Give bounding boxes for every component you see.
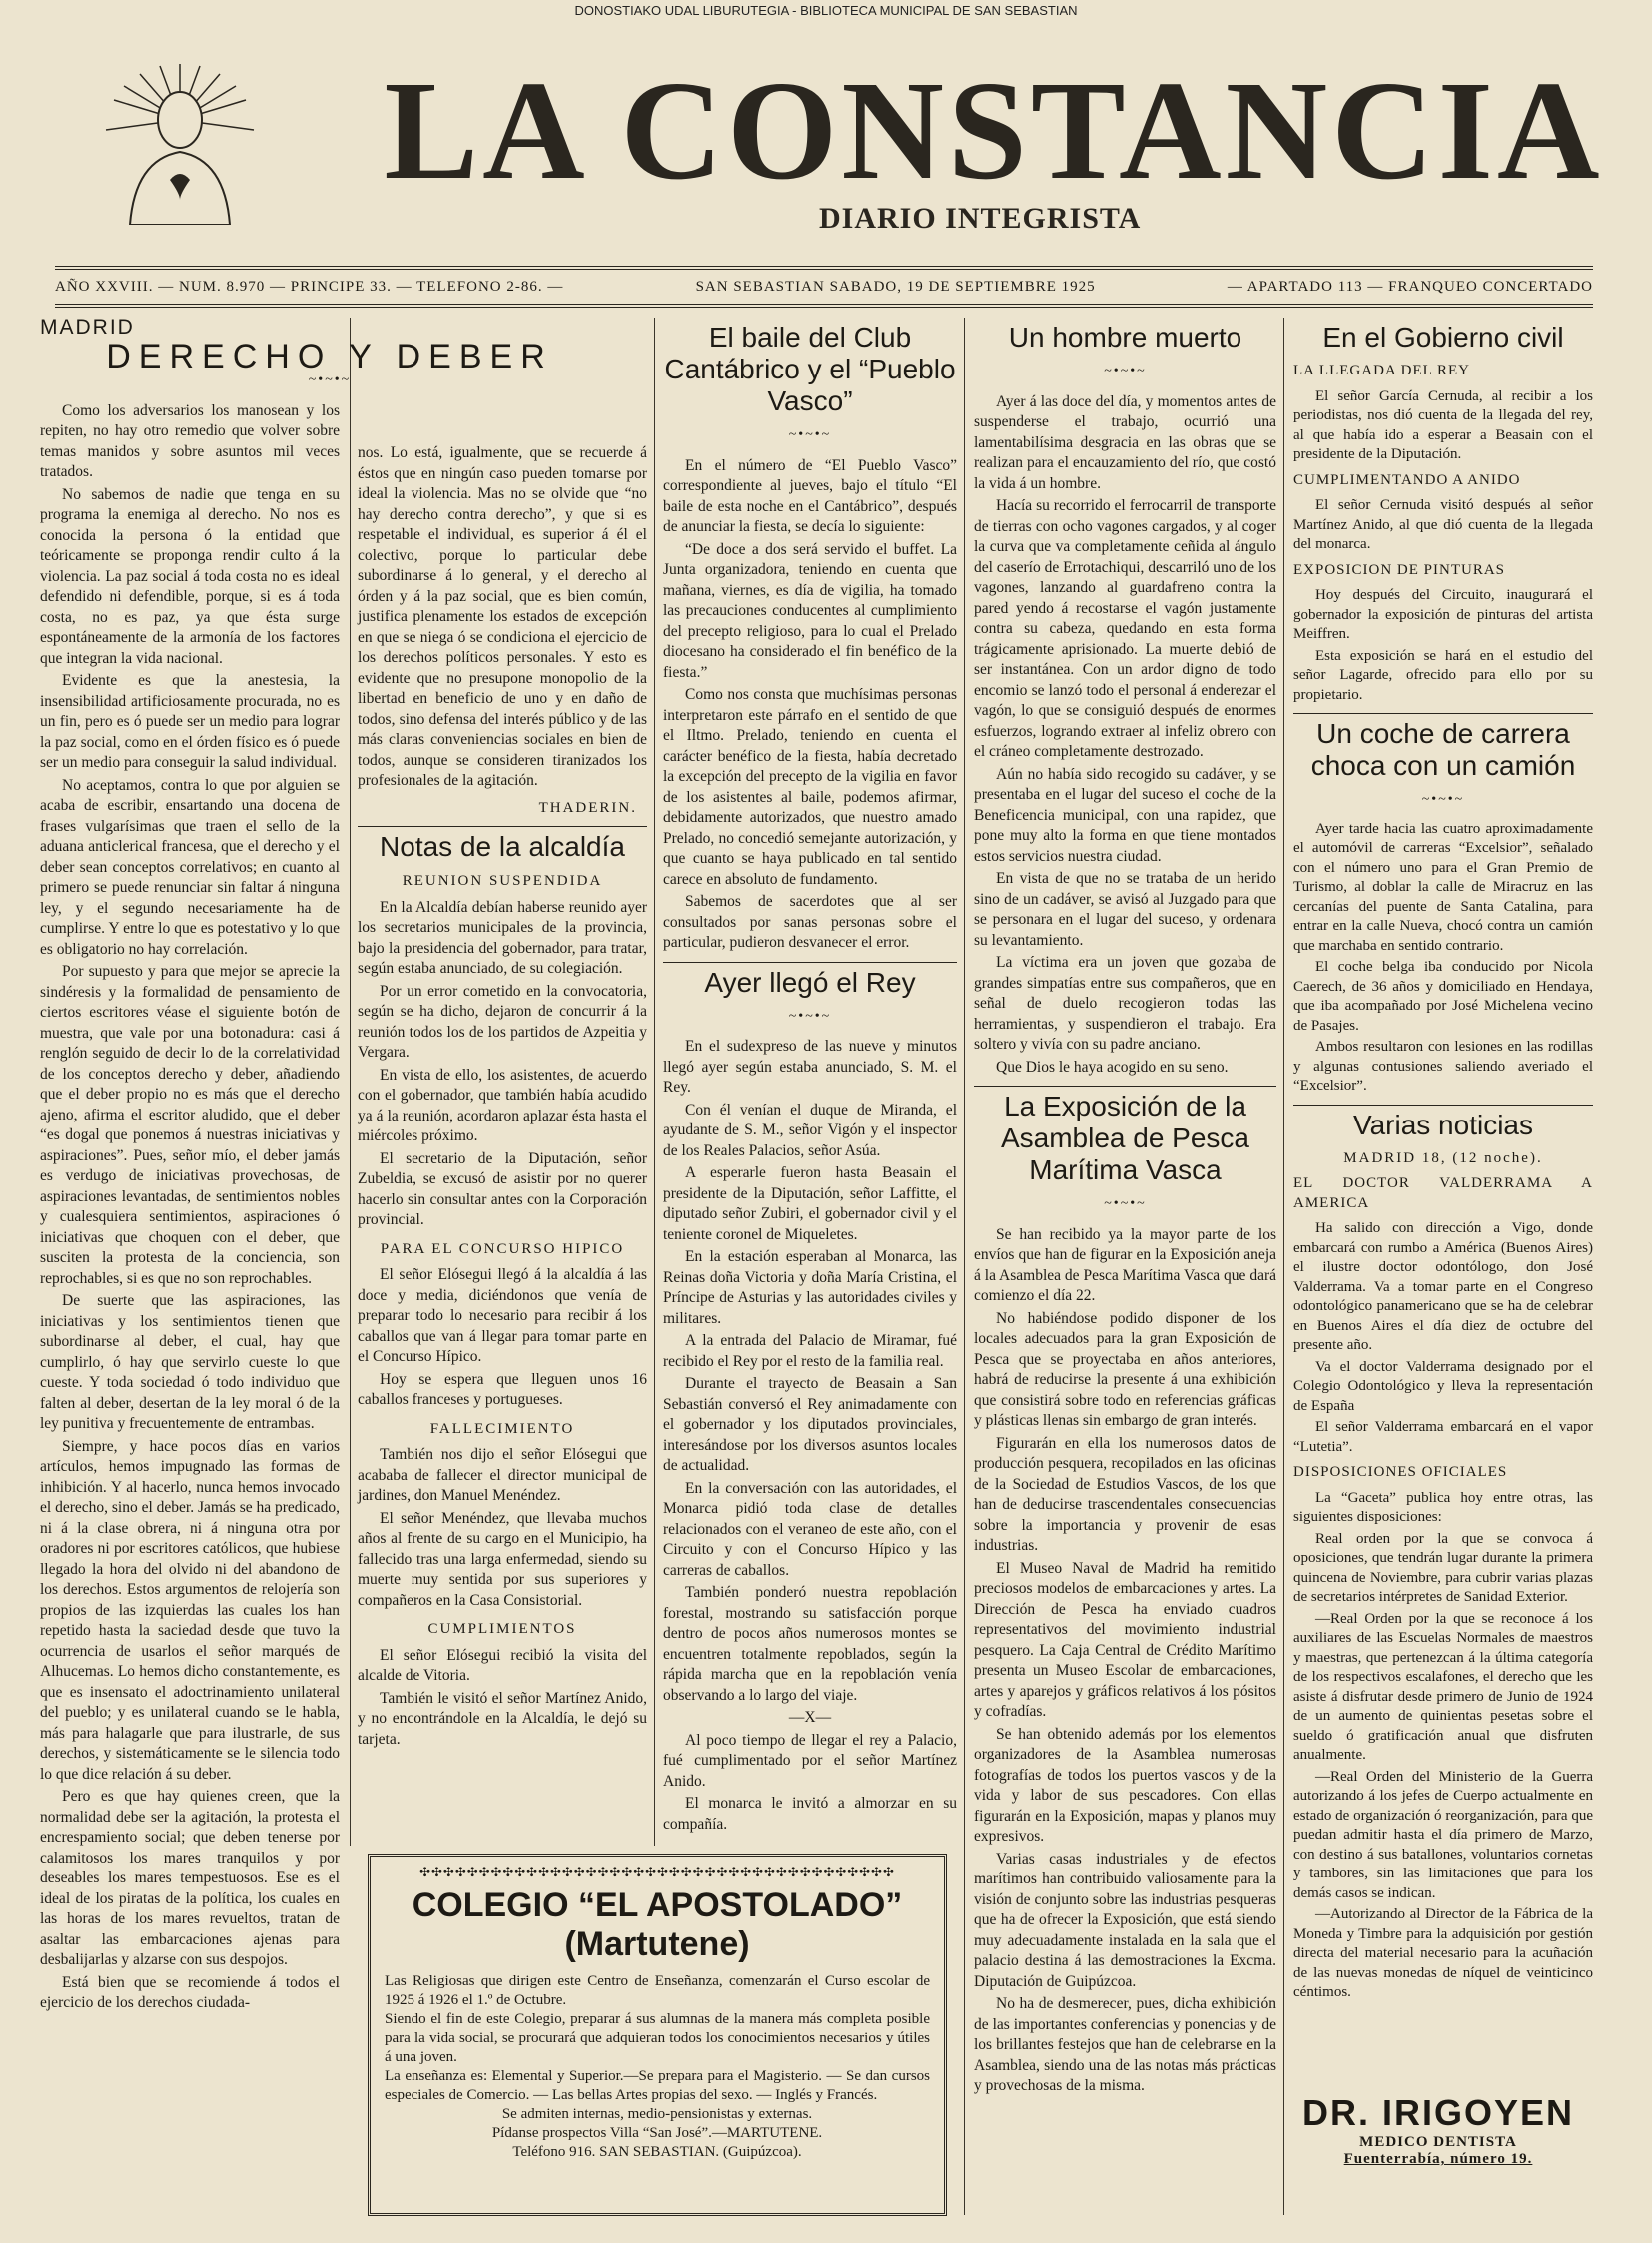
paragraph: Sabemos de sacerdotes que al ser consultados por sanas personas sobre el particular, pudieron desvanecer el error. [663,893,957,951]
section-headline: Un coche de carrera choca con un camión [1310,718,1576,781]
sacred-heart-emblem [100,60,260,225]
paragraph: El señor García Cernuda, al recibir a los periodistas, nos dió cuenta de la llegada del rey, al que había ido a esperar a Beasain con el presidente de la Diputación. [1293,387,1593,462]
issue-date: SAN SEBASTIAN SABADO, 19 DE SEPTIEMBRE 1925 [695,278,1096,295]
subhead: CUMPLIMENTANDO A ANIDO [1293,471,1521,488]
paragraph: En el sudexpreso de las nueve y minutos llegó ayer según estaba anunciado, S. M. el Rey. [663,1038,957,1096]
dentist-address: Fuenterrabía, número 19. [1343,2151,1533,2167]
paragraph: Ayer tarde hacia las cuatro aproximadamente el automóvil de carreras “Excelsior”, señalado con el número uno para el Gran Premio de Turismo, al doblar la calle de Miracruz en las cercanías del puente de Santa Catalina, para entrar en la calle Nueva, chocó contra un camión que marchaba en sentido contrario. [1293,820,1593,954]
paragraph: Que Dios le haya acogido en su seno. [996,1058,1229,1076]
subhead: EL DOCTOR VALDERRAMA A AMERICA [1293,1175,1593,1211]
ad-line: Se admiten internas, medio-pensionistas y externas. [501,2106,813,2122]
paragraph: El señor Menéndez, que llevaba muchos años al frente de su cargo en el Municipio, ha fallecido tras una larga enfermedad, siendo su muerte muy sentida por sus superiores y compañeros en la Casa Consistorial. [358,1509,647,1609]
ad-line: Las Religiosas que dirigen este Centro de Enseñanza, comenzarán el Curso escolar de 1925 á 1926 el 1.º de Octubre. [385,1973,930,2008]
ad-line: Siendo el fin de este Colegio, preparar á sus alumnas de la manera más completa posible para la vida social, se procurará que adquieran todos los conocimientos necesarios y útiles á una joven. [385,2011,930,2065]
issue-number: AÑO XXVIII. — NUM. 8.970 — PRINCIPE 33. — TELEFONO 2-86. — [55,278,564,295]
paragraph: No habiéndose podido disponer de los locales adecuados para la gran Exposición de Pesca que se proyectaba en años anteriores, habrá de reducirse la presente á una exhibición que consistirá sobre todo en referencias gráficas y plásticas llenas sin embargo de gran interés. [974,1309,1276,1429]
masthead-subtitle: DIARIO INTEGRISTA [819,202,1142,235]
colegio-advertisement [368,1854,947,2216]
paragraph: De suerte que las aspiraciones, las iniciativas y los sentimientos tienen que subordinarse al deber, el cual, hay que cumplirlo, ó hay que servirlo cueste lo que cueste. Y toda sociedad ó todo individuo que falten al deber, desertan de la ley moral ó de la ley punitiva y frecuentemente de entrambas. [40,1292,340,1432]
paragraph: También le visitó el señor Martínez Anido, y no encontrándole en la Alcaldía, le dejó su tarjeta. [358,1689,647,1748]
ornament-divider: ~•~•~ [308,373,352,387]
paragraph: Hacía su recorrido el ferrocarril de transporte de tierras con ocho vagones cargados, y al coger la curva que va completamente ceñida al ángulo del caserío de Errotachiqui, descarriló uno de los vagones, lanzando al guardafreno contra la pared yendo á recostarse el vagón justamente contra su cabeza, quedando en esta forma trágicamente aprisionado. La muerte debió de ser instantánea. Con un ardor digno de todo encomio se lanzó todo el personal á enderezar el vagón, lo que se consiguió después de enormes esfuerzos, logrando extraer al infeliz obrero con el cráneo completamente destrozado. [974,497,1276,760]
paragraph: —Autorizando al Director de la Fábrica de la Moneda y Timbre para la adquisición por gestión directa del material necesario para la acuñación de las nuevas monedas de níquel de veinticinco céntimos. [1293,1906,1593,2000]
section-headline: Ayer llegó el Rey [704,966,916,998]
paragraph: Como nos consta que muchísimas personas interpretaron este párrafo en el sentido de que el Iltmo. Prelado, teniendo en cuenta el carácter benéfico de la fiesta, había decretado la excepción del precepto de la vigilia en favor de los asistentes al baile, podemos afirmar, debidamente autorizados, que nuestro amado Prelado, no concedió semejante autorización, y que cuanto se haya publicado en tal sentido carece en absoluto de fundamento. [663,686,957,888]
column-3 [663,318,957,1837]
column-4 [974,318,1276,2099]
paragraph: —Real Orden por la que se reconoce á los auxiliares de las Escuelas Normales de maestros y maestras, que pertenezcan á la última categoría de los respectivos escalafones, el derecho que les asiste á disfrutar desde primero de Junio de 1924 de un aumento de quinientas pesetas sobre el sueldo ó gratificación anual que disfruten anualmente. [1293,1610,1593,1763]
paragraph: No ha de desmerecer, pues, dicha exhibición de las importantes conferencias y ponencias y de los brillantes festejos que han de celebrarse en la Asamblea, siendo una de las notas más prácticas y provechosas de la misma. [974,1995,1276,2094]
paragraph: Está bien que se recomiende á todos el ejercicio de los derechos ciudada- [40,1973,340,2011]
paragraph: Durante el trayecto de Beasain a San Sebastián conversó el Rey animadamente con el gobernador y los diputados provinciales, interesándose por los diversos asuntos locales de actualidad. [663,1375,957,1474]
divider-line [358,826,647,827]
paragraph: No aceptamos, contra lo que por alguien se acaba de escribir, ensartando una docena de frases vulgarísimas que traen el sello de la aduana anticlerical francesa, que el derecho y el deber sean conceptos correlativos; en cuanto al primero se puede renunciar sin faltar á ninguna ley, y el segundo necesariamente ha de cumplirse. Y entre lo que es potestativo y lo que es obligatorio no hay correlación. [40,776,340,958]
ad-title: COLEGIO “EL APOSTOLADO” (Martutene) [412,1886,903,1963]
paragraph: Al poco tiempo de llegar el rey a Palacio, fué cumplimentado por el señor Martínez Anido. [663,1731,957,1790]
article-kicker: MADRID [40,316,135,339]
paragraph: El señor Elósegui llegó á la alcaldía á las doce y media, diciéndonos que venía de preparar todo lo necesario para recibir á los caballos que van á llegar para tomar parte en el Concurso Hípico. [358,1266,647,1365]
section-headline: Notas de la alcaldía [380,831,625,862]
paragraph: El Museo Naval de Madrid ha remitido preciosos modelos de embarcaciones y artes. La Dirección de Pesca ha enviado cuadros representativos del movimiento industrial pesquero. La Caja Central de Crédito Marítimo presenta un Museo Escolar de embarcaciones, artes y aparejos y gráficos relativos á los pósitos y cofradías. [974,1559,1276,1720]
dateline: MADRID 18, (12 noche). [1343,1149,1543,1166]
subhead: LA LLEGADA DEL REY [1293,363,1471,378]
library-banner: DONOSTIAKO UDAL LIBURUTEGIA - BIBLIOTECA MUNICIPAL DE SAN SEBASTIAN [574,3,1078,18]
paragraph: Varias casas industriales y de efectos marítimos han contribuido valiosamente para la visión de conjunto sobre las industrias pesqueras que ha de ofrecer la Exposición, que está siendo muy adecuadamente instalada en la sala que el palacio destina á las demostraciones la Excma. Diputación de Guipúzcoa. [974,1850,1276,1990]
issue-contact: — APARTADO 113 — FRANQUEO CONCERTADO [1227,278,1593,295]
column-divider [964,318,965,2215]
section-headline: Un hombre muerto [1008,322,1242,353]
paragraph: Figurarán en ella los numerosos datos de producción pesquera, recopilados en las oficinas de la Sociedad de Estudios Vascos, de los que han de deducirse trascendentales consecuencias sobre la importancia y provenir de esas industrias. [974,1434,1276,1554]
ornament-divider: ~•~•~ [788,1008,832,1024]
dentist-title: MEDICO DENTISTA [1359,2134,1517,2150]
subhead: REUNION SUSPENDIDA [402,873,603,889]
paragraph: A esperarle fueron hasta Beasain el presidente de la Diputación, señor Laffitte, el diputado señor Zubiri, el gobernador civil y el teniente coronel de Miqueletes. [663,1164,957,1243]
column-divider [1283,318,1284,2215]
ad-line: Pídanse prospectos Villa “San José”.—MARTUTENE. [491,2125,823,2141]
paragraph: —Real Orden del Ministerio de la Guerra autorizando á los jefes de Cuerpo actualmente en estado de organización ó reorganización, para que puedan admitir hasta el día primero de Marzo, con destino á sus batallones, voluntarios cornetas y tambores, sin las limitaciones que para los demás casos se indican. [1293,1768,1593,1901]
subhead: CUMPLIMIENTOS [427,1621,577,1637]
dentist-advertisement [1288,2092,1588,2168]
paragraph: Esta exposición se hará en el estudio del señor Lagarde, ofrecido para ello por su propietario. [1293,647,1593,703]
paragraph: No sabemos de nadie que tenga en su programa la enemiga al derecho. No nos es conocida la persona ó la entidad que teóricamente se proponga rendir culto á la violencia. La paz social á toda costa no es ideal defendido ni defendible, porque, si es á toda costa, no es paz, ya que ésta surge espontáneamente de la armonía de los factores que integran la vida nacional. [40,485,340,667]
paragraph: Ayer á las doce del día, y momentos antes de suspenderse el trabajo, ocurrió una lamentabilísima desgracia en las obras que se realizan para el encauzamiento del río, que costó la vida á un hombre. [974,392,1276,492]
paragraph: En vista de ello, los asistentes, de acuerdo con el gobernador, que también había acudido ya á la reunión, acordaron aplazar ésta hasta el miércoles próximo. [358,1066,647,1144]
divider-line [974,1086,1276,1087]
paragraph: Pero es que hay quienes creen, que la normalidad debe ser la agitación, la protesta el encrespamiento social; que deben tenerse por calamitosos los mares tranquilos y por deseables los mares tempestuosos. Ese es el ideal de los piratas de la política, los cuales en las horas de los mares revueltos, tratan de asaltar las embarcaciones ajenas para desbalijarlas y alzarse con sus despojos. [40,1788,340,1968]
paragraph: La “Gaceta” publica hoy entre otras, las siguientes disposiciones: [1293,1489,1593,1525]
divider-line [663,962,957,963]
section-headline: Varias noticias [1352,1109,1533,1140]
paragraph: Ha salido con dirección a Vigo, donde embarcará con rumbo a América (Buenos Aires) el ilustre doctor odontólogo, don José Valderrama. Va a tomar parte en el Congreso odontológico panamericano que se ha de celebrar en Buenos Aires el día diez de octubre del presente año. [1293,1220,1593,1353]
paragraph: El monarca le invitó a almorzar en su compañía. [663,1795,957,1833]
paragraph: “De doce a dos será servido el buffet. La Junta organizadora, teniendo en cuenta que mañana, viernes, es día de vigilia, ha tomado las precauciones conducentes al cumplimiento del precepto religioso, para lo cual el Prelado diocesano ha considerado el fin benéfico de la fiesta.” [663,540,957,681]
paragraph: Como los adversarios los manosean y los repiten, no hay otro remedio que volver sobre temas manidos y sobre asuntos mil veces tratados. [40,401,340,480]
paragraph: Hoy después del Circuito, inaugurará el gobernador la exposición de pinturas del artista Meiffren. [1293,587,1593,642]
subhead: FALLECIMIENTO [429,1420,575,1437]
paragraph: En la conversación con las autoridades, el Monarca pidió toda clase de detalles relacionados con el veraneo de este año, con el Circuito y con el Concurso Hípico y las carreras de caballos. [663,1479,957,1579]
paragraph: Real orden por la que se convoca á oposiciones, que tendrán lugar durante la primera quincena de Noviembre, para cubrir varias plazas de secretarios intérpretes de Sanidad Exterior. [1293,1530,1593,1605]
paragraph: A la entrada del Palacio de Miramar, fué recibido el Rey por el resto de la familia real. [663,1332,957,1370]
paragraph: En vista de que no se trataba de un herido sino de un cadáver, se avisó al Juzgado para que se personara en el lugar del suceso, y ordenara su levantamiento. [974,870,1276,949]
issue-info-bar [55,266,1593,308]
paragraph: El señor Elósegui recibió la visita del alcalde de Vitoria. [358,1646,647,1684]
paragraph: En la Alcaldía debían haberse reunido ayer los secretarios municipales de la provincia, bajo la presidencia del gobernador, para tratar, según estaba anunciado, de su colegiación. [358,898,647,977]
ornament-divider: ~•~•~ [1104,1196,1147,1211]
article-headline: DERECHO Y DEBER [106,337,553,375]
ad-line: Teléfono 916. SAN SEBASTIAN. (Guipúzcoa). [512,2144,802,2160]
paragraph: Aún no había sido recogido su cadáver, y se presentaba en el lugar del suceso el coche de la Beneficencia municipal, con una rapidez, que pone muy alto la forma en que tiene montados estos servicios nuestra ciudad. [974,765,1276,865]
paragraph: Con él venían el duque de Miranda, el ayudante de S. M., señor Vigón y el inspector de los Reales Palacios, señor Asúa. [663,1101,957,1159]
paragraph: El secretario de la Diputación, señor Zubeldia, se excusó de asistir por no querer hacerlo sin consultar antes con la Corporación provincial. [358,1149,647,1228]
ad-border-ornament: ✣✣✣✣✣✣✣✣✣✣✣✣✣✣✣✣✣✣✣✣✣✣✣✣✣✣✣✣✣✣✣✣✣✣✣✣✣✣✣✣ [419,1865,895,1879]
subhead: PARA EL CONCURSO HIPICO [380,1240,625,1257]
ornament-divider: ~•~•~ [1421,792,1465,807]
paragraph: Va el doctor Valderrama designado por el Colegio Odontológico y lleva la representación de España [1293,1358,1593,1414]
paragraph: El señor Cernuda visitó después al señor Martínez Anido, al que dió cuenta de la llegada del monarca. [1293,497,1593,552]
column-5 [1293,318,1593,2005]
masthead-title: LA CONSTANCIA [384,51,1604,209]
paragraph: También ponderó nuestra repoblación forestal, mostrando su satisfacción porque dentro de pocos años numerosos montes se encuentren totalmente repoblados, según la rápida marcha que en la repoblación venía observando a lo largo del viaje. [663,1584,957,1704]
paragraph: Por un error cometido en la convocatoria, según se ha dicho, dejaron de concurrir á la reunión todos los de los partidos de Azpeitia y Vergara. [358,982,647,1061]
column-divider [654,318,655,1846]
subhead: DISPOSICIONES OFICIALES [1293,1464,1508,1480]
paragraph: También nos dijo el señor Elósegui que acababa de fallecer el director municipal de jardines, don Manuel Menéndez. [358,1446,647,1504]
divider-line [1293,1105,1593,1106]
column-2 [358,443,647,1752]
subhead: EXPOSICION DE PINTURAS [1293,561,1506,578]
paragraph: Se han recibido ya la mayor parte de los envíos que han de figurar en la Exposición aneja á la Asamblea de Pesca Marítima Vasca que dará comienzo el día 22. [974,1225,1276,1304]
paragraph: Se han obtenido además por los elementos organizadores de la Asamblea numerosas fotografías de todos los puertos vascos y de la vida y labor de sus pescadores. Con ellas figurarán en la Exposición, mapas y planos muy expresivos. [974,1725,1276,1845]
dentist-name: DR. IRIGOYEN [1301,2092,1575,2133]
signature: THADERIN. [538,799,637,816]
column-divider [350,318,351,1846]
paragraph: El señor Valderrama embarcará en el vapor “Lutetia”. [1293,1419,1593,1455]
ad-line: La enseñanza es: Elemental y Superior.—Se prepara para el Magisterio. — Se dan cursos especiales de Comercio. — Las bellas Artes propias del sexo. — Inglés y Francés. [385,2068,930,2103]
paragraph: nos. Lo está, igualmente, que se recuerde á éstos que en ningún caso pueden tomarse por ideal la violencia. Mas no se olvide que “no hay derecho contra derecho”, y que si es respetable el individual, es superior á él el colectivo, porque lo particular debe subordinarse á lo general, y el derecho al órden y á la paz social, que es bien común, justifica plenamente los estados de excepción en que se niega ó se condiciona el ejercicio de los derechos políticos personales. Y esto es evidente que no presupone monopolio de la libertad en beneficio de uno y en daño de todos, sino defensa del interés público y de las más claras conveniencias sociales en bien de todos, aunque se consideren tiranizados los profesionales de la agitación. [358,444,647,789]
divider-line [1293,713,1593,714]
section-headline: En el Gobierno civil [1322,322,1564,353]
section-headline: El baile del Club Cantábrico y el “Pueblo Vasco” [664,322,956,416]
paragraph: El coche belga iba conducido por Nicola Caerech, de 36 años y domiciliado en Hendaya, que iba acompañado por José Michelena vecino de Pasajes. [1293,959,1593,1034]
ornament-divider: ~•~•~ [788,427,832,442]
paragraph: Hoy se espera que lleguen unos 16 caballos franceses y portugueses. [358,1370,647,1408]
paragraph: En la estación esperaban al Monarca, las Reinas doña Victoria y doña María Cristina, el Príncipe de Asturias y las autoridades civiles y militares. [663,1248,957,1327]
section-headline: La Exposición de la Asamblea de Pesca Marítima Vasca [1000,1091,1250,1185]
paragraph: La víctima era un joven que gozaba de grandes simpatías entre sus compañeros, que en señal de duelo recogieron todas las herramientas, y suspendieron el trabajo. Era soltero y vivía con su padre anciano. [974,954,1276,1053]
paragraph: Por supuesto y para que mejor se aprecie la sindéresis y la formalidad de pensamiento de ciertos escritores véase el siguiente botón de muestra, que vale por una botonadura: casi á renglón seguido de decir lo de la correlatividad de los conceptos derecho y deber, añadiendo que el deber propio no es más que el derecho ajeno, afirma el escritor aludido, que el deber “es dogal que ponemos á nuestras iniciativas y aspiraciones”. Pues, señor mío, el deber jamás es verdugo de iniciativas provechosas, de aspiraciones levantadas, de sentimientos nobles y cualesquiera sentimientos, aspiraciones ó iniciativas que choquen con el deber, que susciten la protesta de la conciencia, son reprochables, si es que no son reprochables. [40,963,340,1287]
paragraph: En el número de “El Pueblo Vasco” correspondiente al jueves, bajo el título “El baile de esta noche en el Cantábrico”, después de anunciar la fiesta, se decía lo siguiente: [663,456,957,535]
x-separator: —X— [788,1709,832,1726]
paragraph: Ambos resultaron con lesiones en las rodillas y algunas contusiones saliendo averiado el “Excelsior”. [1293,1039,1593,1094]
paragraph: Siempre, y hace pocos días en varios artículos, hemos impugnado las formas de inhibición. Y al hacerlo, nunca hemos invocado el derecho, sino el deber. Jamás se ha predicado, ni á la clase obrera, ni á ninguna otra por oradores ni por escritores católicos, que hubiese llegado la hora del olvido ni del abandono de los derechos. Estos argumentos de relojería son propios de las izquierdas las cuales los han repetido hasta la saciedad desde que tuvo la ocurrencia de usarlos el señor marqués de Alhucemas. Lo hemos dicho constantemente, es que es insensato el adoctrinamiento unilateral del pueblo; y es unilateral cuando se le habla, más para halagarle que para ilustrarle, de sus derechos, y sistemáticamente se le silencia todo lo que dice relación á su deber. [40,1437,340,1783]
ornament-divider: ~•~•~ [1104,364,1147,378]
paragraph: Evidente es que la anestesia, la insensibilidad artificiosamente procurada, no es un fin, pero es ó puede ser un medio para lograr la paz social, como en el órden físico es ó puede ser un medio para conseguir la salud individual. [40,672,340,771]
